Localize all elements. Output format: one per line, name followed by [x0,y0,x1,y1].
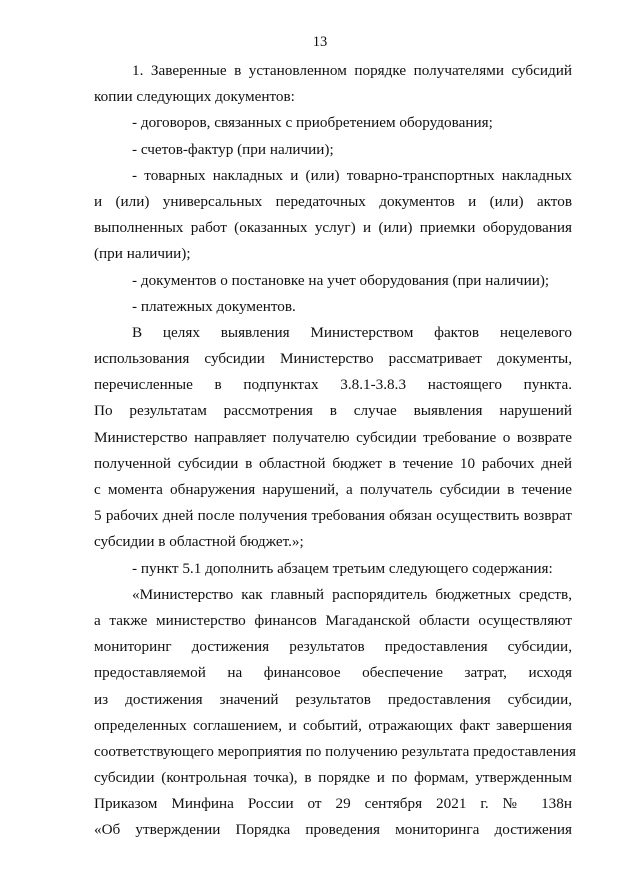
text-line: 5 рабочих дней после получения требования обязан осуществить возврат [94,507,572,525]
text-line: копии следующих документов: [94,88,295,106]
text-line: В целях выявления Министерством фактов нецелевого [132,323,572,341]
text-line: 1. Заверенные в установленном порядке получателями субсидий [132,62,572,79]
text-line: Министерство направляет получателю субсидии требование о возврате [94,428,572,446]
text-line: - договоров, связанных с приобретением оборудования; [132,114,493,132]
text-line: - пункт 5.1 дополнить абзацем третьим следующего содержания: [132,559,553,577]
text-line: перечисленные в подпунктах 3.8.1-3.8.3 настоящего пункта. [94,376,572,394]
text-line: предоставляемой на финансовое обеспечение затрат, исходя [94,664,572,682]
text-line: выполненных работ (оказанных услуг) и (или) приемки оборудования [94,219,572,237]
text-line: Приказом Минфина России от 29 сентября 2021 г. № 138н [94,795,572,813]
text-line: субсидии (контрольная точка), в порядке и по формам, утвержденным [94,769,572,787]
text-line: «Министерство как главный распорядитель бюджетных средств, [132,585,572,603]
text-line: (при наличии); [94,245,191,263]
text-line: «Об утверждении Порядка проведения мониторинга достижения [94,821,572,839]
text-line: соответствующего мероприятия по получению результата предоставления [94,742,576,760]
text-line: мониторинг достижения результатов предоставления субсидии, [94,638,572,656]
text-line: - платежных документов. [132,297,296,315]
text-line: субсидии в областной бюджет.»; [94,533,304,551]
document-body [94,58,576,844]
text-line: полученной субсидии в областной бюджет в течение 10 рабочих дней [94,454,572,472]
text-line: использования субсидии Министерство рассматривает документы, [94,350,572,368]
text-line: - счетов-фактур (при наличии); [132,140,334,158]
page-number: 13 [312,34,328,50]
text-line: - товарных накладных и (или) товарно-транспортных накладных [132,166,572,184]
text-line: По результатам рассмотрения в случае выявления нарушений [94,402,572,420]
text-line: - документов о постановке на учет оборудования (при наличии); [132,271,550,289]
text-line: определенных соглашением, и событий, отражающих факт завершения [94,716,572,734]
text-line: а также министерство финансов Магаданской области осуществляют [94,611,572,629]
text-line: из достижения значений результатов предоставления субсидии, [94,690,572,708]
text-line: и (или) универсальных передаточных документов и (или) актов [94,192,572,210]
text-line: с момента обнаружения нарушений, а получатель субсидии в течение [94,481,572,498]
